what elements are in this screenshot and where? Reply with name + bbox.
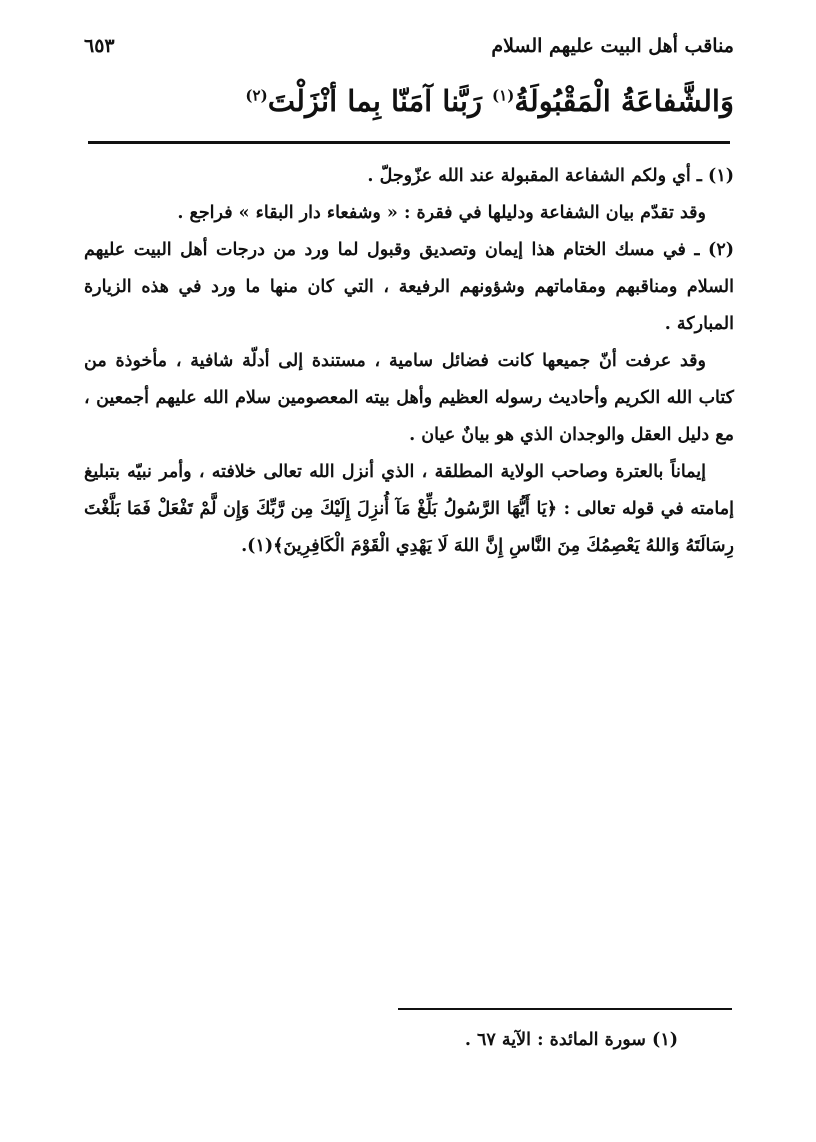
- running-title: مناقب أهل البيت عليهم السلام: [491, 35, 734, 57]
- commentary-paragraph: (٢) ـ في مسك الختام هذا إيمان وتصديق وقبول لما ورد من درجات أهل البيت عليهم السلام ومناقبهم ومقاماتهم وشؤونهم الرفيعة ، التي كان منها ما ورد في هذه الزيارة المباركة .: [84, 240, 734, 334]
- commentary-paragraph: وقد تقدّم بيان الشفاعة ودليلها في فقرة : « وشفعاء دار البقاء » فراجع .: [177, 203, 706, 223]
- commentary-paragraph: إيماناً بالعترة وصاحب الولاية المطلقة ، الذي أنزل الله تعالى خلافته ، وأمر نبيّه بتبليغ إمامته في قوله تعالى : ﴿يَا أَيُّهَا الرَّسُولُ بَلِّغْ مَآ أُنزِلَ إِلَيْكَ مِن رَّبِّكَ وَإِن لَّمْ تَفْعَلْ فَمَا بَلَّغْتَ رِسَالَتَهُ وَاللهُ يَعْصِمُكَ مِنَ النَّاسِ إِنَّ اللهَ لَا يَهْدِي الْقَوْمَ الْكَافِرِينَ﴾(١).: [84, 462, 734, 556]
- main-text-part-1: وَالشَّفاعَةُ الْمَقْبُولَةُ: [514, 84, 734, 118]
- main-text-part-2: رَبَّنا آمَنّا بِما أنْزَلْتَ: [267, 84, 493, 118]
- note-ref-2: (٢): [245, 86, 268, 105]
- main-text-divider: [88, 141, 730, 144]
- commentary: [84, 158, 734, 565]
- running-header: [84, 32, 734, 62]
- main-supplication-text: [84, 78, 734, 124]
- commentary-paragraph: وقد عرفت أنّ جميعها كانت فضائل سامية ، مستندة إلى أدلّة شافية ، مأخوذة من كتاب الله الكريم وأحاديث رسوله العظيم وأهل بيته المعصومين سلام الله عليهم أجمعين ، مع دليل العقل والوجدان الذي هو بيانٌ عيان .: [84, 351, 734, 445]
- note-ref-1: (١): [492, 86, 515, 105]
- footnote: (١) سورة المائدة : الآية ٦٧ .: [464, 1030, 678, 1050]
- page-number: ٦٥٣: [84, 35, 115, 57]
- commentary-paragraph: (١) ـ أي ولكم الشفاعة المقبولة عند الله عزّوجلّ .: [367, 166, 734, 186]
- footnote-divider: [398, 1008, 732, 1010]
